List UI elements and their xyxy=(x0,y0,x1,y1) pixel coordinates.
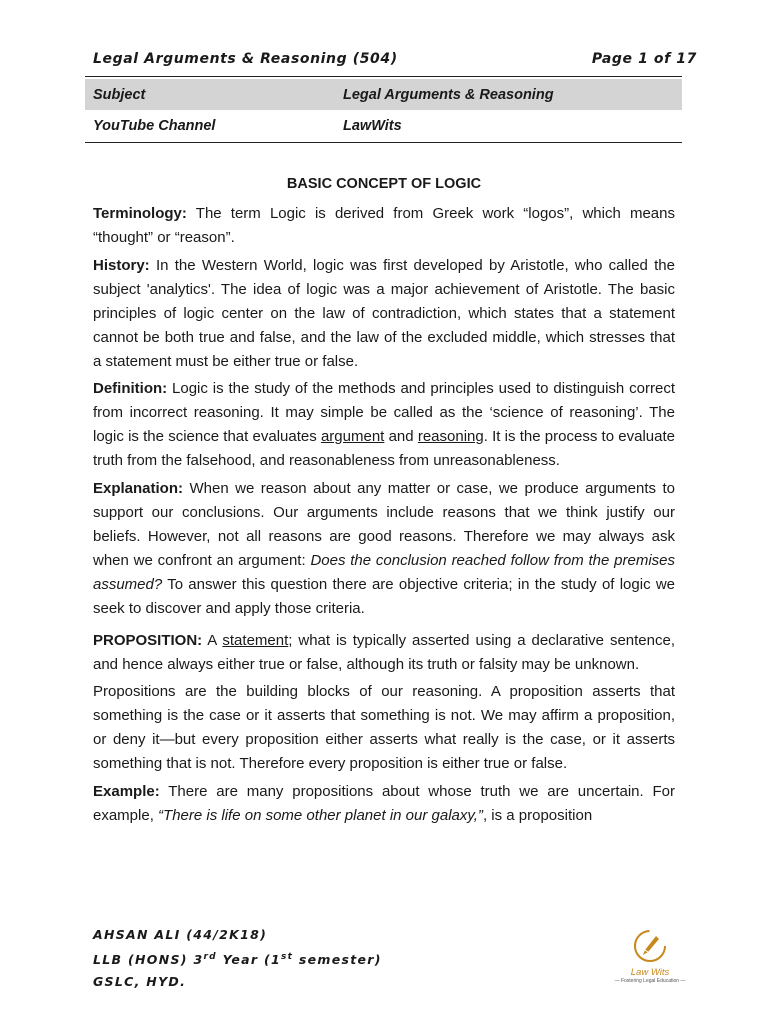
author-name: AHSAN ALI (44/2K18) xyxy=(93,927,268,942)
paragraph-text: , is a proposition xyxy=(482,806,593,824)
paragraph-definition xyxy=(93,377,675,473)
paragraph-text: There are many propositions about whose truth we are uncertain. For example, xyxy=(93,782,675,824)
paragraph-proposition xyxy=(93,629,675,677)
paragraph-text: In the Western World, logic was first developed by Aristotle, who called the subject 'analytics'. The idea of logic was a major achievement of Aristotle. The basic principles of logic center on the law of contradiction, which states that a statement cannot be both true and false, and the law of the excluded middle, which stresses that a statement must be either true or false. xyxy=(93,256,675,370)
paragraph-building-blocks: Propositions are the building blocks of our reasoning. A proposition asserts that something is the case or it asserts that something is not. We may affirm a proposition, or deny it—but every proposition either asserts what really is the case, or it asserts something that is not. Therefore every proposition is either true or false. xyxy=(93,683,675,772)
page-number: Page 1 of 17 xyxy=(591,51,697,67)
info-label: Subject xyxy=(93,86,146,103)
page-header xyxy=(93,44,697,74)
italic-question: Does the conclusion reached follow from the premises assumed? xyxy=(93,551,675,593)
paragraph-text: Logic is the study of the methods and principles used to distinguish correct from incorrect reasoning. It may simple be called as the ‘science of reasoning’. The logic is the science that evaluates xyxy=(93,380,675,445)
lawwits-logo xyxy=(612,928,688,990)
paragraph-label: History: xyxy=(93,256,150,274)
header-rule xyxy=(85,76,682,77)
paragraph-text: ; what is typically asserted using a declarative sentence, and hence always either true or false, although its truth or falsity may be unknown. xyxy=(93,631,675,673)
paragraph-example xyxy=(93,780,675,828)
paragraph-label: Terminology: xyxy=(93,205,187,222)
underlined-term: statement xyxy=(222,631,289,649)
paragraph-label: Example: xyxy=(93,782,160,800)
underlined-term: reasoning xyxy=(417,428,484,445)
paragraph-label: Definition: xyxy=(93,380,168,397)
pen-circle-icon xyxy=(632,928,668,964)
document-body xyxy=(93,202,675,831)
italic-quote: “There is life on some other planet in our galaxy,” xyxy=(158,806,483,824)
paragraph-text: When we reason about any matter or case, we produce arguments to support our conclusions. Our arguments include reasons that we think justify our beliefs. However, not all reasons are good reasons. Therefore we may always ask when we confront an argument: xyxy=(93,479,675,569)
paragraph-history xyxy=(93,254,675,374)
paragraph-explanation xyxy=(93,477,675,621)
info-table xyxy=(85,79,682,141)
institute-name: GSLC, HYD. xyxy=(93,974,187,990)
underlined-term: argument xyxy=(320,428,385,445)
logo-tagline: — Fostering Legal Education — xyxy=(614,978,686,984)
table-rule xyxy=(85,142,682,143)
paragraph-label: Explanation: xyxy=(93,479,184,497)
paragraph-text: and xyxy=(384,428,418,445)
paragraph-text: . It is the process to evaluate truth from the falsehood, and reasonableness from unreasonableness. xyxy=(93,428,675,469)
paragraph-text: A xyxy=(202,631,223,649)
footer-author-block xyxy=(93,924,382,993)
info-value: Legal Arguments & Reasoning xyxy=(343,86,554,103)
paragraph-label: PROPOSITION: xyxy=(93,631,203,649)
info-label: YouTube Channel xyxy=(93,117,216,134)
info-value: LawWits xyxy=(343,117,402,134)
document-title-header: Legal Arguments & Reasoning (504) xyxy=(93,51,398,67)
program-line: LLB (HONS) 3rd Year (1st semester) xyxy=(93,952,382,968)
logo-brand-name: Law Wits xyxy=(630,967,670,978)
section-title: BASIC CONCEPT OF LOGIC xyxy=(286,176,482,192)
paragraph-terminology xyxy=(93,202,675,250)
paragraph-text: To answer this question there are objective criteria; in the study of logic we seek to discover and apply those criteria. xyxy=(93,575,675,617)
info-row-channel xyxy=(85,110,682,141)
paragraph-text: The term Logic is derived from Greek work “logos”, which means “thought” or “reason”. xyxy=(93,205,675,246)
info-row-subject xyxy=(85,79,682,110)
